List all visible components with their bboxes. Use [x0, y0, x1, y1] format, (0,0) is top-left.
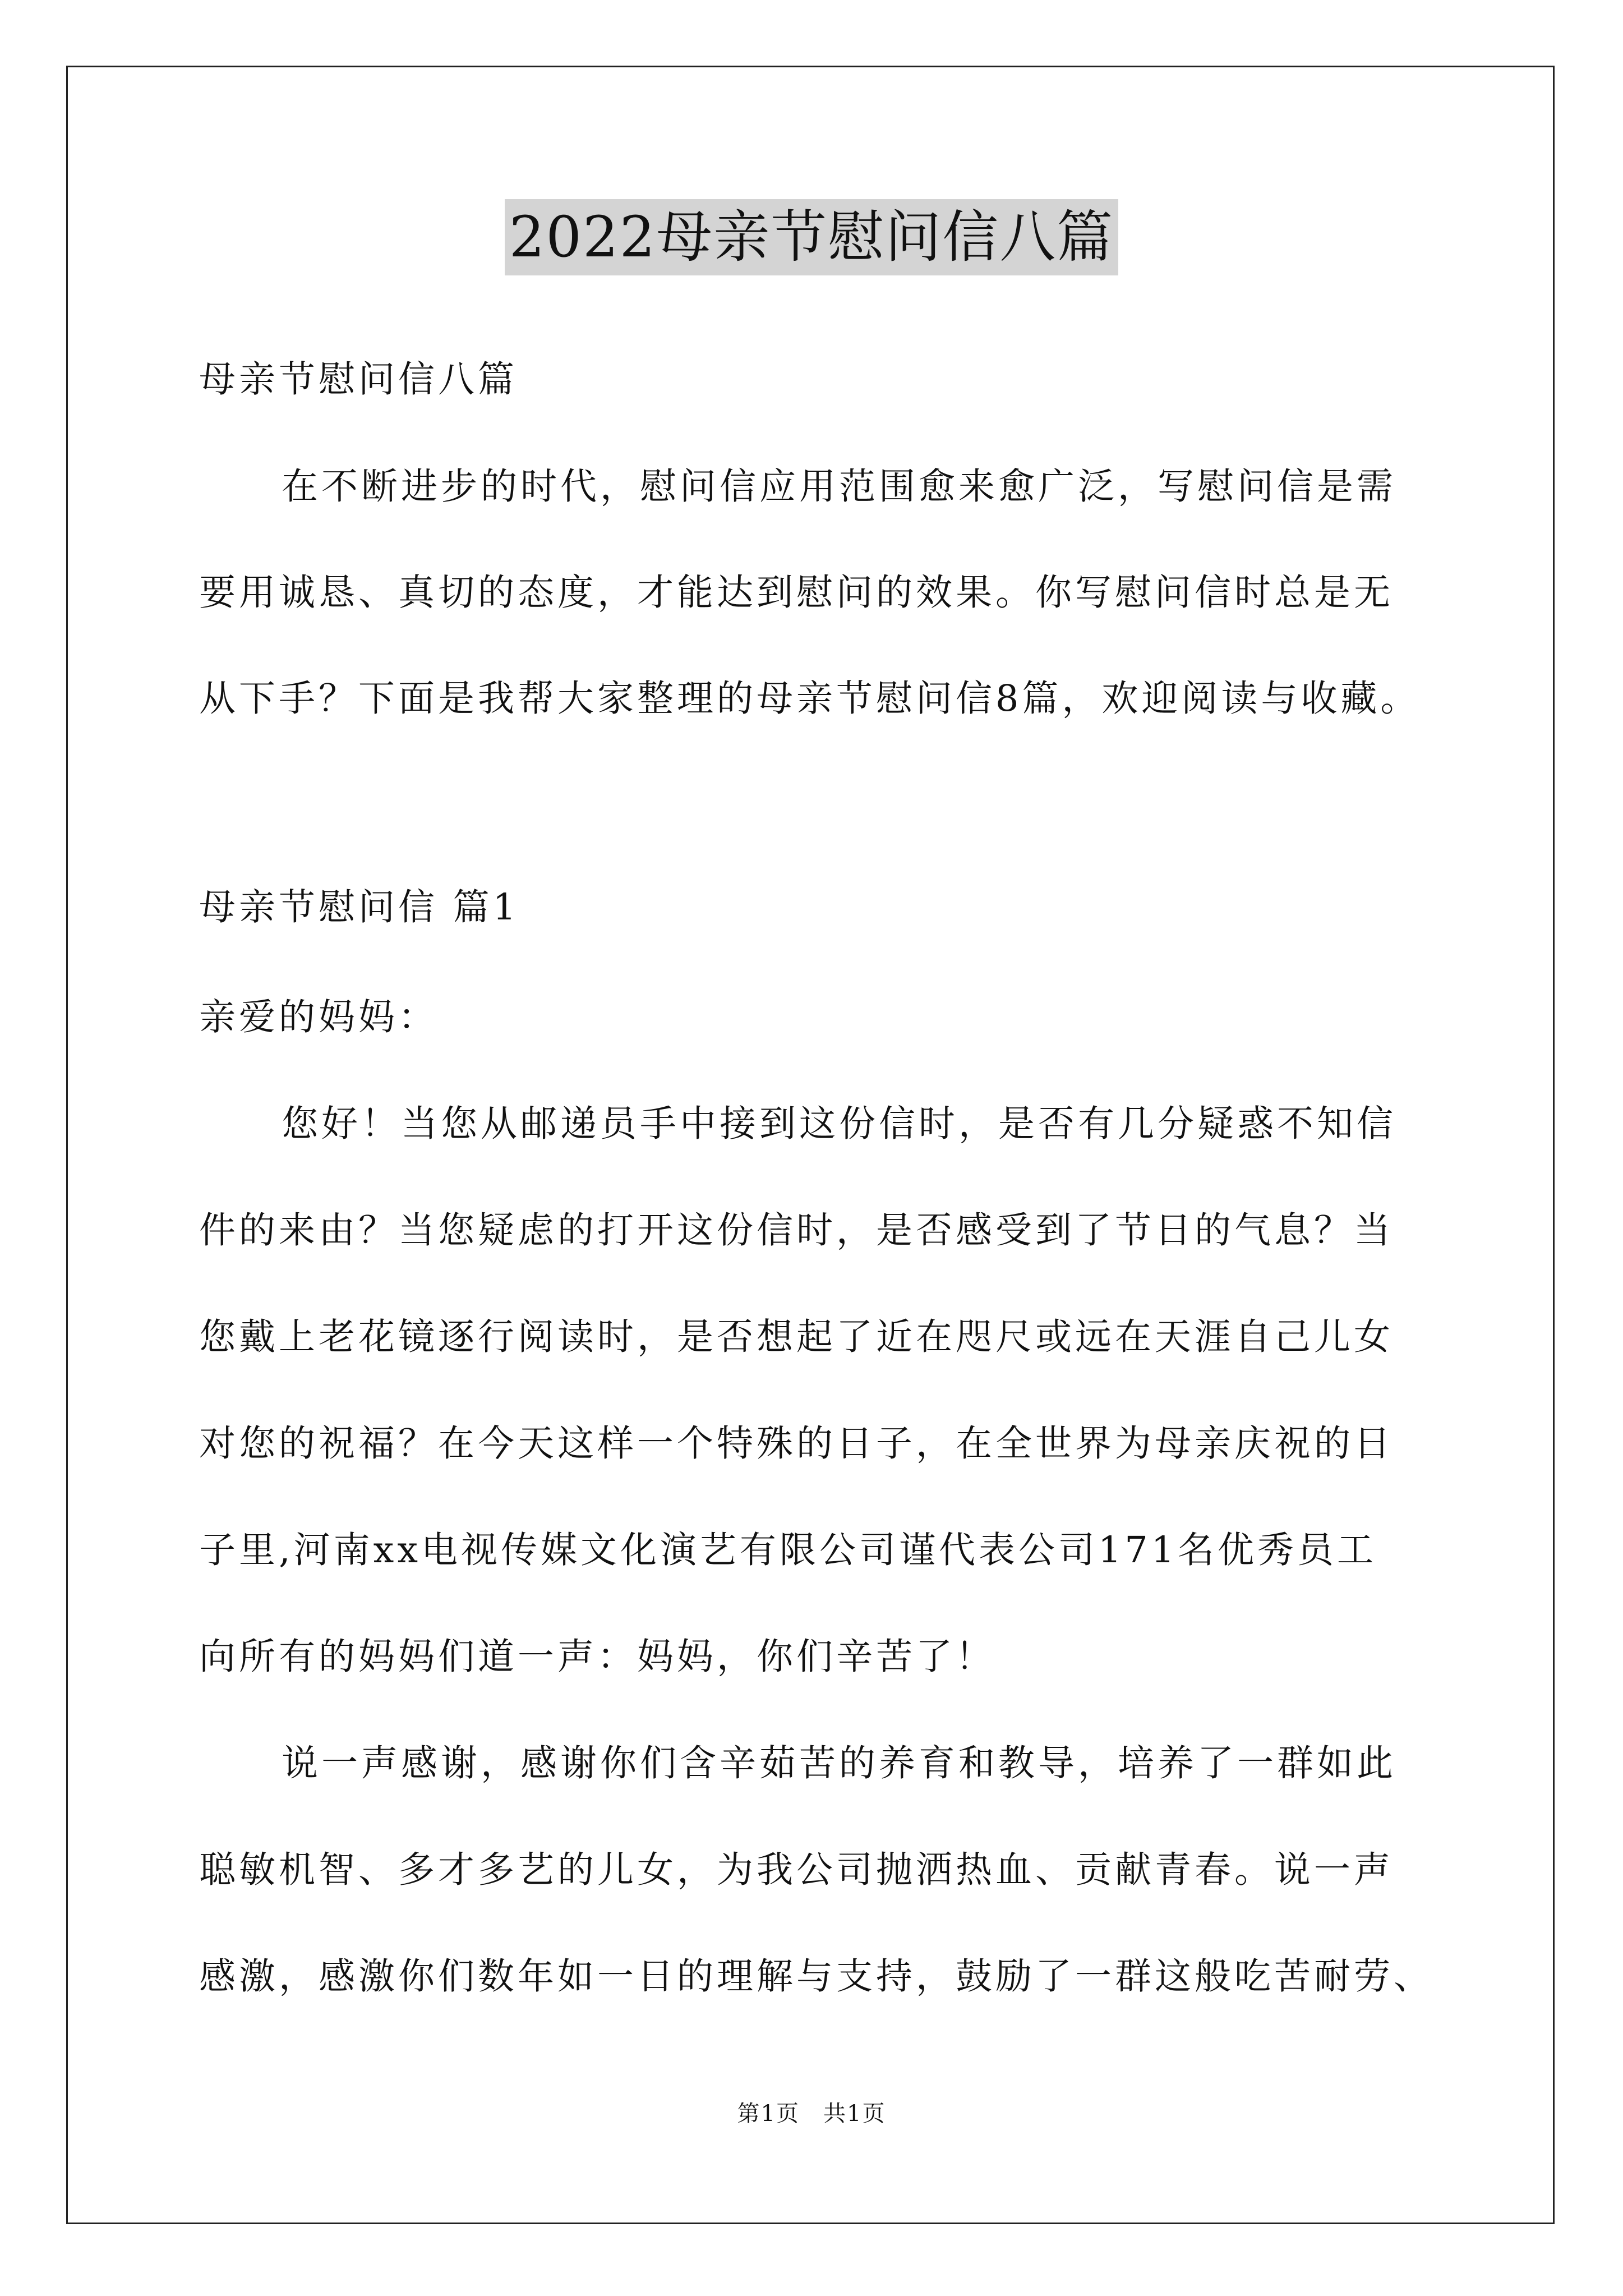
paragraph-line: 件的来由？当您疑虑的打开这份信时，是否感受到了节日的气息？当 — [199, 1209, 1394, 1251]
paragraph-line: 聪敏机智、多才多艺的儿女，为我公司抛洒热血、贡献青春。说一声 — [199, 1849, 1394, 1891]
intro-line: 在不断进步的时代，慰问信应用范围愈来愈广泛，写慰问信是需 — [282, 466, 1397, 508]
intro-line: 要用诚恳、真切的态度，才能达到慰问的效果。你写慰问信时总是无 — [199, 572, 1394, 614]
paragraph-line: 您好！当您从邮递员手中接到这份信时，是否有几分疑惑不知信 — [282, 1103, 1397, 1145]
title-container — [0, 199, 1623, 275]
paragraph-line: 说一声感谢，感谢你们含辛茹苦的养育和教导，培养了一群如此 — [282, 1742, 1397, 1784]
section-heading: 母亲节慰问信 篇1 — [199, 886, 520, 928]
paragraph-line: 子里,河南xx电视传媒文化演艺有限公司谨代表公司171名优秀员工 — [199, 1529, 1377, 1571]
salutation: 亲爱的妈妈： — [199, 996, 439, 1038]
page-number-footer: 第1页 共1页 — [737, 2101, 886, 2127]
document-title: 2022母亲节慰问信八篇 — [505, 199, 1119, 275]
paragraph-line: 向所有的妈妈们道一声：妈妈，你们辛苦了！ — [199, 1636, 996, 1678]
paragraph-line: 感激，感激你们数年如一日的理解与支持，鼓励了一群这般吃苦耐劳、 — [199, 1955, 1434, 1998]
document-subtitle: 母亲节慰问信八篇 — [199, 358, 518, 401]
paragraph-line: 对您的祝福？在今天这样一个特殊的日子，在全世界为母亲庆祝的日 — [199, 1423, 1394, 1465]
paragraph-line: 您戴上老花镜逐行阅读时，是否想起了近在咫尺或远在天涯自己儿女 — [199, 1316, 1394, 1358]
intro-line: 从下手？下面是我帮大家整理的母亲节慰问信8篇，欢迎阅读与收藏。 — [199, 678, 1421, 720]
